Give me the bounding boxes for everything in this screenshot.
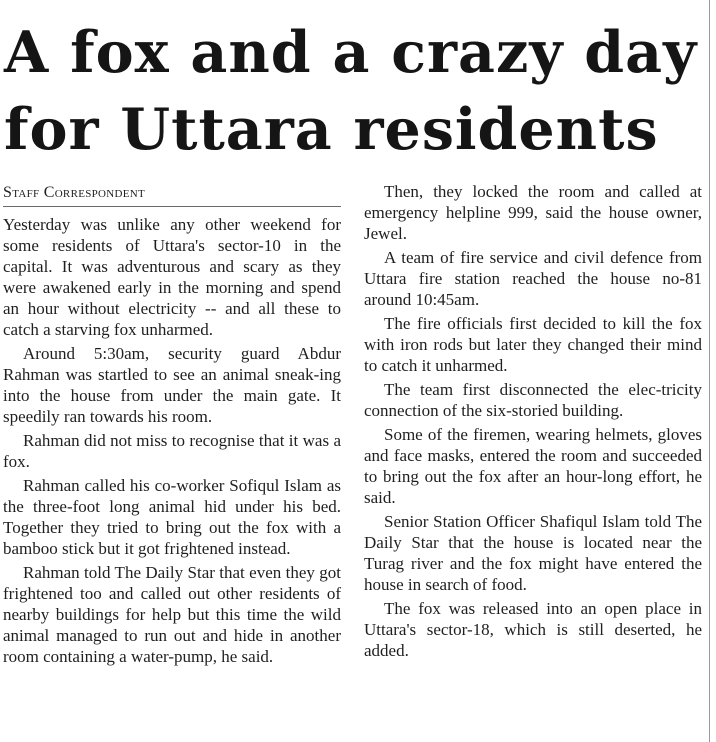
paragraph: Senior Station Officer Shafiqul Islam told The Daily Star that the house is located near the Turag river and the fox might have entered the house in search of food. — [364, 512, 702, 594]
paragraph: Rahman told The Daily Star that even they got frightened too and called out other residents of nearby buildings for help but this time the wild animal managed to run out and hide in another room containing a water-pump, he said. — [3, 563, 341, 666]
headline-line-1: A fox and a crazy day — [4, 19, 698, 86]
paragraph: Yesterday was unlike any other weekend for some residents of Uttara's sector-10 in the capital. It was adventurous and scary as they were awakened early in the morning and spend an hour without electricity -- and all these to catch a starving fox unharmed. — [3, 215, 341, 339]
column-rule — [709, 0, 710, 742]
paragraph: Rahman did not miss to recognise that it was a fox. — [3, 431, 341, 471]
paragraph: Some of the firemen, wearing helmets, gloves and face masks, entered the room and succeeded to bring out the fox after an hour-long effort, he said. — [364, 425, 702, 507]
paragraph: The team first disconnected the elec-tricity connection of the six-storied building. — [364, 380, 702, 420]
article-column-right — [364, 181, 702, 664]
paragraph: A team of fire service and civil defence from Uttara fire station reached the house no-81 around 10:45am. — [364, 248, 702, 309]
byline-divider — [3, 206, 341, 207]
byline: Staff Correspondent — [3, 184, 146, 201]
headline-line-2: for Uttara residents — [4, 96, 659, 163]
article-column-left — [3, 183, 341, 670]
paragraph: The fire officials first decided to kill the fox with iron rods but later they changed their mind to catch it unharmed. — [364, 314, 702, 375]
paragraph: Around 5:30am, security guard Abdur Rahman was startled to see an animal sneak-ing into the house from under the main gate. It speedily ran towards his room. — [3, 344, 341, 426]
paragraph: Then, they locked the room and called at emergency helpline 999, said the house owner, Jewel. — [364, 182, 702, 243]
headline — [4, 14, 708, 168]
paragraph: Rahman called his co-worker Sofiqul Islam as the three-foot long animal hid under his bed. Together they tried to bring out the fox with a bamboo stick but it got frightened instead. — [3, 476, 341, 558]
paragraph: The fox was released into an open place in Uttara's sector-18, which is still deserted, he added. — [364, 599, 702, 660]
